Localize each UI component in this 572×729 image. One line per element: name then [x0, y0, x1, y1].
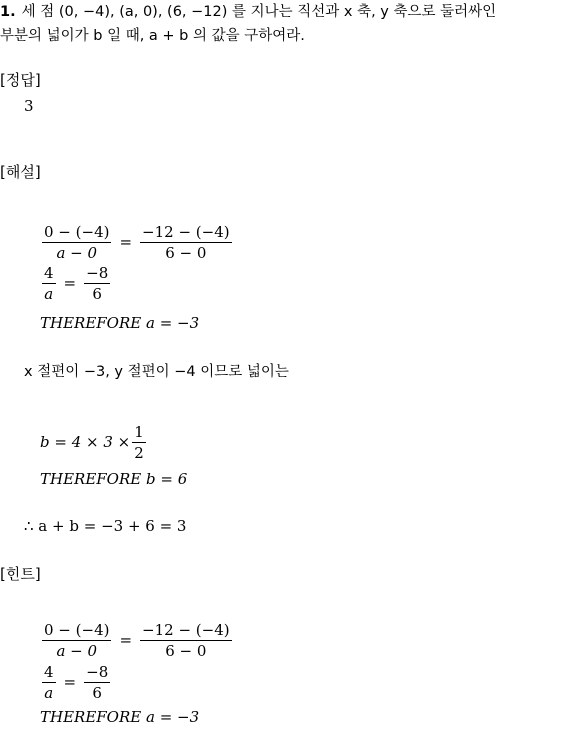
hint-therefore-a: THEREFORE a = −3 — [40, 708, 200, 726]
solution-therefore-b: THEREFORE b = 6 — [40, 470, 188, 488]
fraction-denominator: a — [44, 284, 54, 303]
fraction-bar — [140, 242, 232, 243]
fraction-denominator: a − 0 — [56, 243, 98, 262]
fraction-bar — [140, 640, 232, 641]
fraction-denominator: a − 0 — [56, 641, 98, 660]
fraction-numerator: 4 — [44, 662, 54, 681]
intercept-text: x 절편이 −3, y 절편이 −4 이므로 넓이는 — [24, 364, 289, 380]
fraction-denominator: 6 − 0 — [165, 641, 207, 660]
fraction-numerator: 4 — [44, 263, 54, 282]
hint-equation-1 — [40, 620, 234, 660]
fraction-numerator: −8 — [86, 662, 109, 681]
hint-label: [힌트] — [0, 565, 41, 583]
fraction-numerator: −12 − (−4) — [142, 620, 230, 639]
problem-text-line-1: 세 점 (0, −4), (a, 0), (6, −12) 를 지나는 직선과 x 축, y 축으로 둘러싸인 — [21, 4, 497, 20]
fraction-denominator: 2 — [134, 443, 144, 462]
equals-sign: = — [119, 233, 133, 251]
fraction-denominator: a — [44, 683, 54, 702]
hint-equation-2 — [40, 662, 112, 702]
answer-label: [정답] — [0, 71, 41, 89]
fraction-numerator: −12 − (−4) — [142, 222, 230, 241]
fraction-numerator: 0 − (−4) — [44, 620, 110, 639]
fraction — [42, 663, 56, 702]
problem-line-1 — [0, 0, 572, 24]
equals-sign: = — [119, 631, 133, 649]
fraction — [42, 264, 56, 303]
equals-sign: = — [63, 673, 77, 691]
fraction — [132, 423, 146, 462]
area-expression: b = 4 × 3 × — [40, 433, 131, 451]
fraction — [42, 621, 111, 660]
fraction-numerator: 0 − (−4) — [44, 222, 110, 241]
fraction-bar — [42, 283, 56, 284]
fraction-bar — [42, 640, 111, 641]
equals-sign: = — [63, 274, 77, 292]
fraction-bar — [84, 682, 110, 683]
fraction — [140, 223, 232, 262]
fraction — [42, 223, 111, 262]
fraction-denominator: 6 — [92, 683, 102, 702]
problem-number: 1. — [0, 4, 16, 20]
fraction-bar — [132, 442, 146, 443]
fraction — [84, 264, 110, 303]
problem-text-line-2: 부분의 넓이가 b 일 때, a + b 의 값을 구하여라. — [0, 28, 305, 44]
solution-label: [해설] — [0, 163, 41, 181]
fraction-denominator: 6 — [92, 284, 102, 303]
fraction — [140, 621, 232, 660]
solution-therefore-a: THEREFORE a = −3 — [40, 314, 200, 332]
solution-conclusion: ∴ a + b = −3 + 6 = 3 — [24, 517, 187, 535]
solution-equation-1 — [40, 222, 234, 262]
fraction-numerator: −8 — [86, 263, 109, 282]
problem-statement — [0, 0, 572, 48]
fraction-bar — [84, 283, 110, 284]
area-equation — [40, 422, 148, 462]
fraction-bar — [42, 682, 56, 683]
fraction-numerator: 1 — [134, 422, 144, 441]
fraction-bar — [42, 242, 111, 243]
solution-equation-2 — [40, 263, 112, 303]
answer-value: 3 — [24, 97, 34, 115]
fraction-denominator: 6 − 0 — [165, 243, 207, 262]
fraction — [84, 663, 110, 702]
